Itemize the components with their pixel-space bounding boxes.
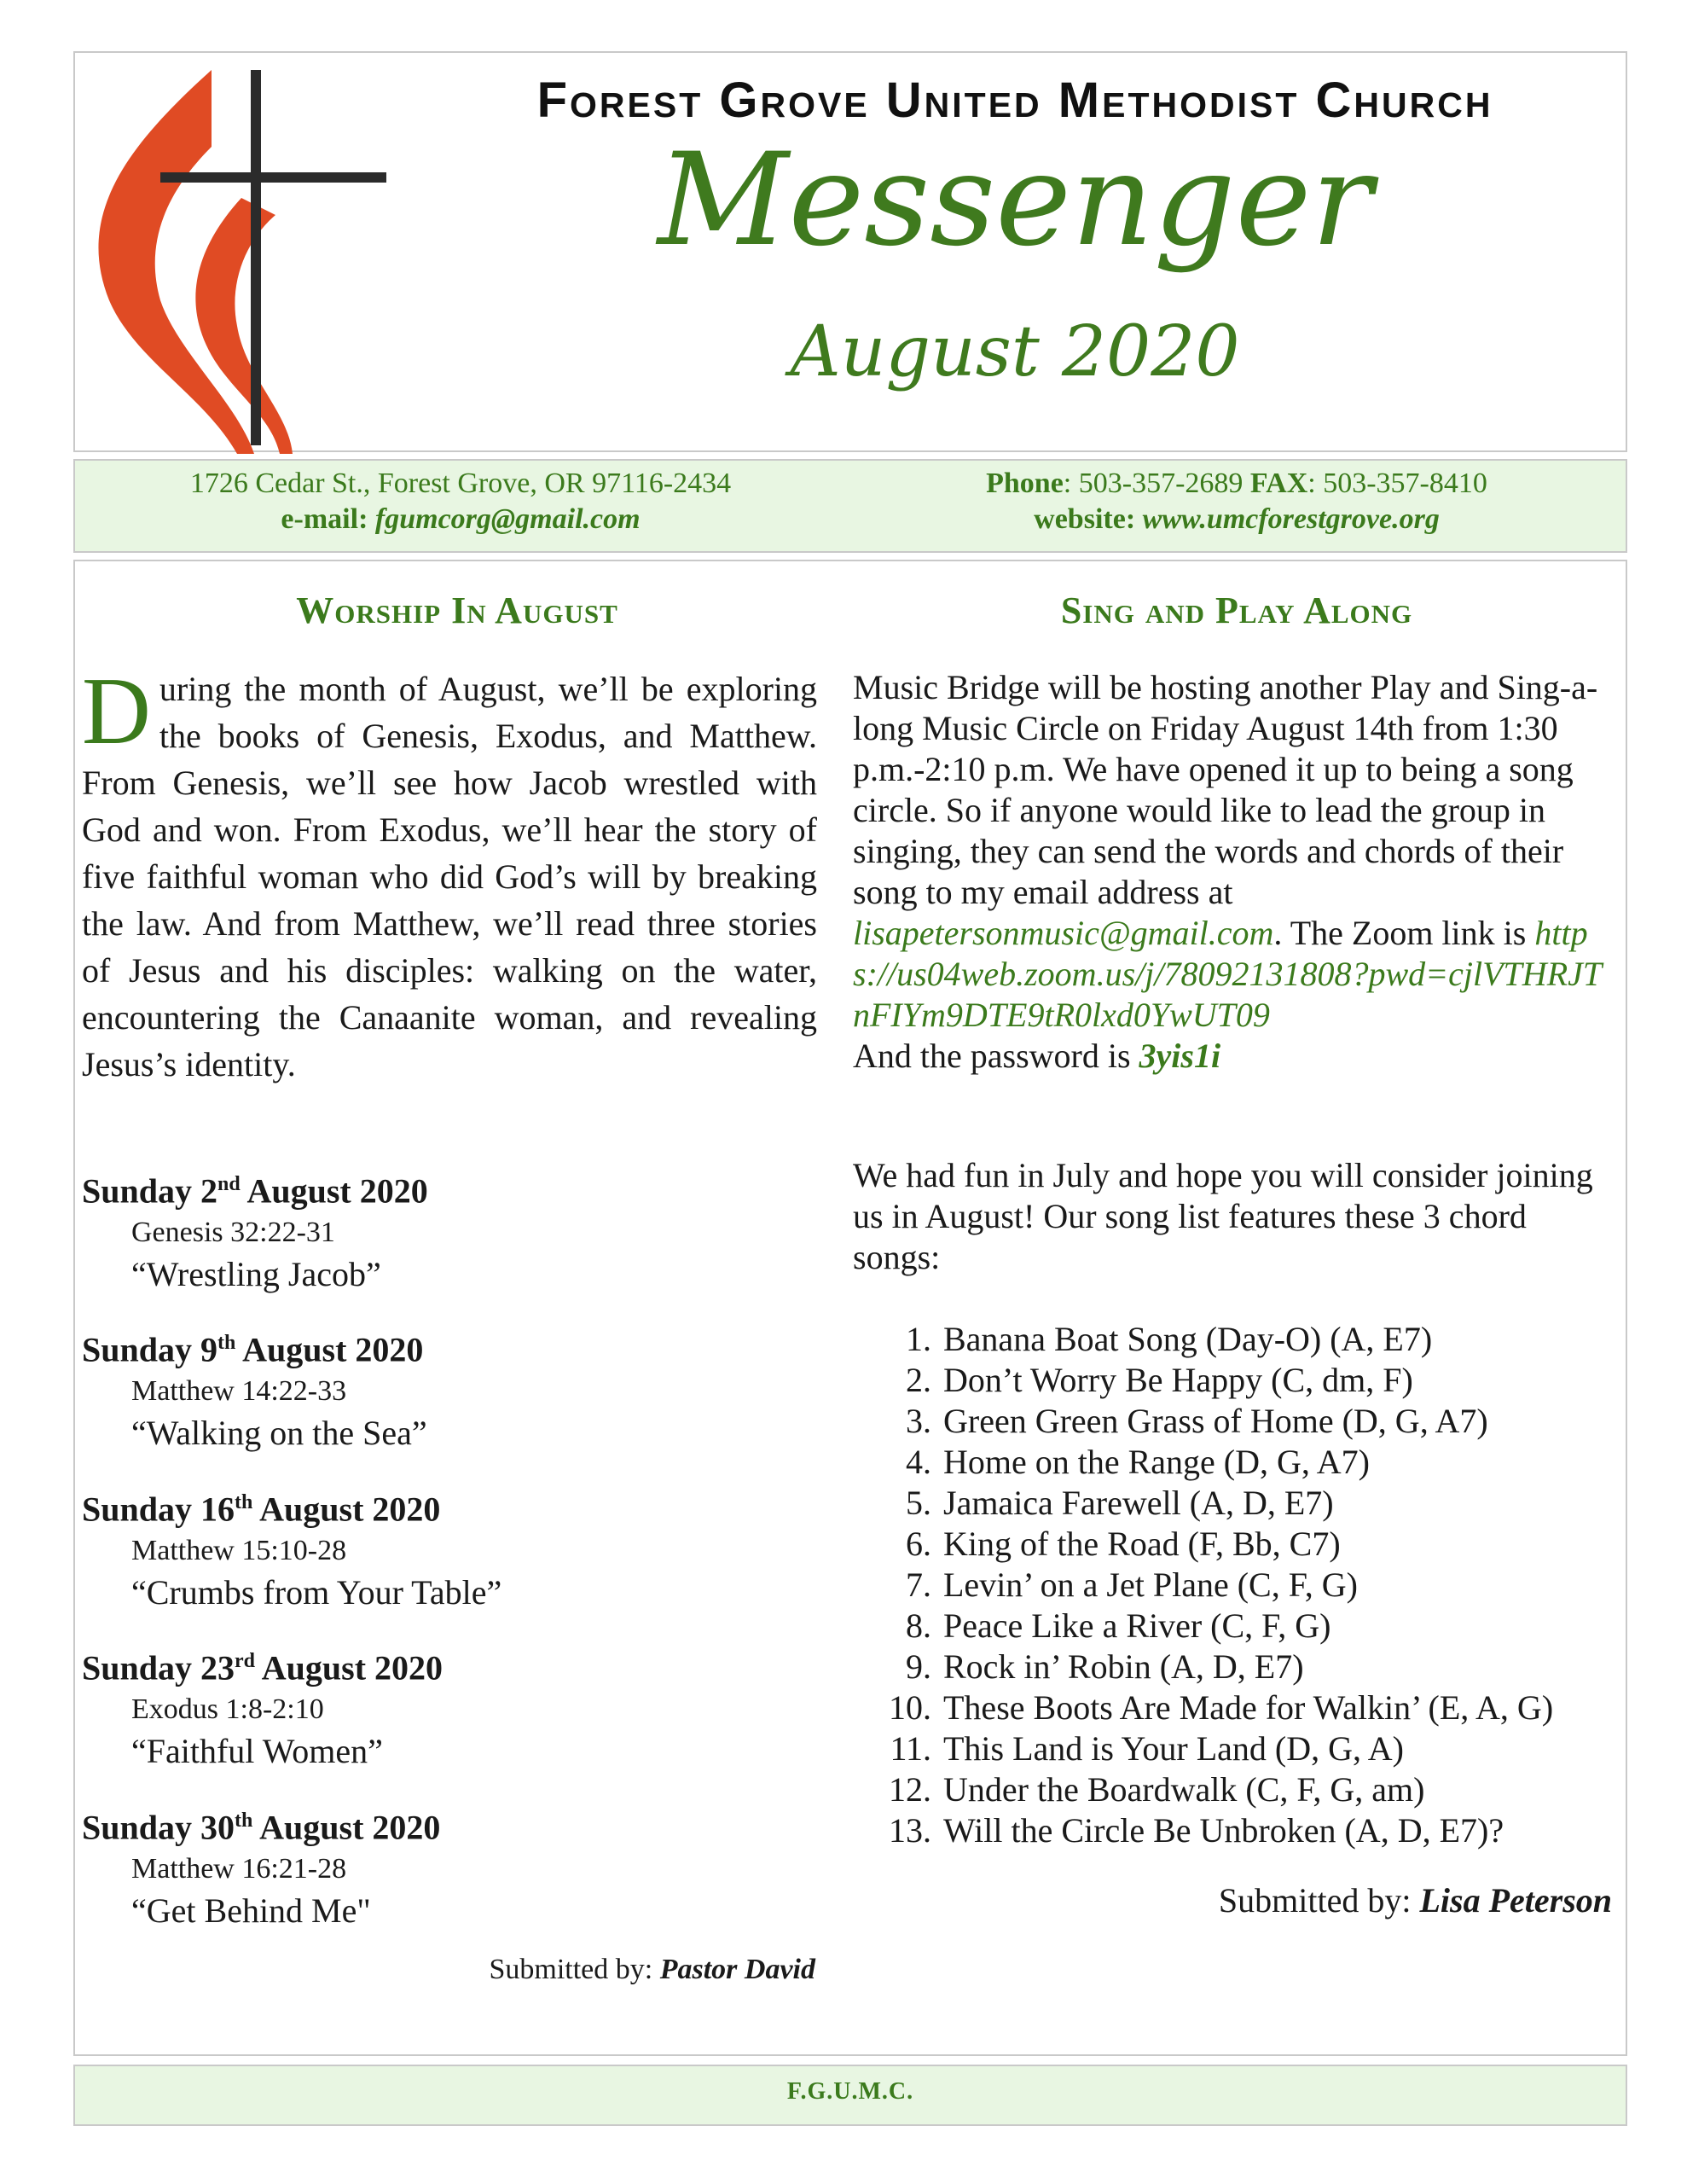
scripture-reference: Matthew 16:21-28 [131,1853,347,1885]
contact-right [853,466,1620,537]
sunday-entry [82,1798,815,1933]
list-item: 5. Jamaica Farewell (A, D, E7) [906,1484,1334,1522]
email-label: e-mail [281,503,359,535]
sermon-title: “Get Behind Me" [131,1891,371,1931]
zoom-link[interactable]: https://us04web.zoom.us/j/78092131808?pwd=cjlVTHRJTnFIYm9DTE9tR0lxd0YwUT09 [853,914,1603,1034]
worship-submitted-by: Submitted by: Pastor David [489,1954,815,1985]
fax-number: 503-357-8410 [1323,468,1487,499]
sermon-title: “Wrestling Jacob” [131,1255,381,1294]
sunday-entry [82,1639,815,1774]
sunday-date: Sunday 9th August 2020 [82,1330,424,1369]
address: 1726 Cedar St., Forest Grove, OR 97116-2434 [189,468,732,499]
list-item: 1. Banana Boat Song (Day-O) (A, E7) [906,1320,1433,1358]
list-item: 9. Rock in’ Robin (A, D, E7) [906,1647,1304,1686]
phone-number: 503-357-2689 [1078,468,1244,499]
scripture-reference: Matthew 15:10-28 [131,1535,347,1567]
list-item: 6. King of the Road (F, Bb, C7) [906,1525,1341,1563]
list-item: 4. Home on the Range (D, G, A7) [906,1443,1370,1481]
footer-text: F.G.U.M.C. [786,2078,914,2105]
phone-label: Phone [986,468,1064,499]
author-name: Pastor David [659,1954,815,1985]
fax-label: FAX [1249,468,1308,499]
newsletter-title: Messenger [657,126,1373,275]
list-item: 13. Will the Circle Be Unbroken (A, D, E7)? [889,1811,1504,1850]
drop-cap: D [82,659,151,764]
sing-submitted-by: Submitted by: Lisa Peterson [1218,1881,1612,1920]
zoom-password: 3yis1i [1139,1037,1221,1075]
sunday-date: Sunday 23rd August 2020 [82,1648,443,1687]
sing-intro: Music Bridge will be hosting another Play and Sing-a-long Music Circle on Friday August 14th from 1:30 p.m.-2:10 p.m. We have opened it up to being a song circle. So if anyone would like to lead the group in singing, they can send the words and chords of their song to my email address at lisapetersonmusic@gmail.com. The Zoom link is https://us04web.zoom.us/j/78092131808?pwd=cjlVTHRJTnFIYm9DTE9tR0lxd0YwUT09 And the password is 3yis1i [853,668,1603,1075]
sunday-date: Sunday 30th August 2020 [82,1808,441,1847]
sermon-title: “Walking on the Sea” [131,1414,427,1453]
email-line: e-mail: fgumcorg@gmail.com [281,503,641,535]
sunday-entry [82,1321,815,1455]
list-item: 11. This Land is Your Land (D, G, A) [890,1729,1404,1768]
list-item: 7. Levin’ on a Jet Plane (C, F, G) [906,1565,1358,1604]
phone-line: Phone: 503-357-2689 FAX: 503-357-8410 [986,468,1487,499]
worship-heading: Worship In August [296,590,618,631]
author-name: Lisa Peterson [1419,1881,1612,1920]
sunday-date: Sunday 16th August 2020 [82,1490,441,1529]
song-list [853,1319,1612,1851]
website-line: website: www.umcforestgrove.org [1034,503,1440,535]
sunday-date: Sunday 2nd August 2020 [82,1171,428,1211]
worship-intro [82,659,817,1088]
sermon-title: “Faithful Women” [131,1732,383,1771]
website-label: website [1034,503,1126,535]
list-item: 8. Peace Like a River (C, F, G) [906,1606,1331,1645]
sunday-entry [82,1480,815,1615]
website-link[interactable]: www.umcforestgrove.org [1142,503,1440,535]
email-link[interactable]: fgumcorg@gmail.com [374,503,641,535]
list-item: 12. Under the Boardwalk (C, F, G, am) [889,1770,1425,1809]
scripture-reference: Matthew 14:22-33 [131,1375,347,1408]
issue-date: August 2020 [790,311,1240,392]
sing-heading: Sing and Play Along [1060,590,1413,631]
list-item: 10. These Boots Are Made for Walkin’ (E, A, G) [889,1688,1554,1727]
sunday-entry [82,1162,815,1297]
song-list-intro: We had fun in July and hope you will consider joining us in August! Our song list features these 3 chord songs: [853,1156,1593,1276]
worship-intro-text: uring the month of August, we’ll be exploring the books of Genesis, Exodus, and Matthew. From Genesis, we’ll see how Jacob wrestled with God and won. From Exodus, we’ll hear the story of five faithful woman who did God’s will by breaking the law. And from Matthew, we’ll read three stories of Jesus and his disciples: walking on the water, encountering the Canaanite woman, and revealing Jesus’s identity. [82,670,817,1083]
united-methodist-cross-flame-logo [75,53,416,454]
sermon-title: “Crumbs from Your Table” [131,1573,502,1612]
contact-left [77,466,844,537]
church-name: Forest Grove United Methodist Church [536,73,1493,128]
list-item: 2. Don’t Worry Be Happy (C, dm, F) [906,1361,1413,1399]
list-item: 3. Green Green Grass of Home (D, G, A7) [906,1402,1488,1440]
scripture-reference: Genesis 32:22-31 [131,1217,335,1249]
scripture-reference: Exodus 1:8-2:10 [131,1693,324,1726]
music-email-link[interactable]: lisapetersonmusic@gmail.com [853,914,1274,952]
